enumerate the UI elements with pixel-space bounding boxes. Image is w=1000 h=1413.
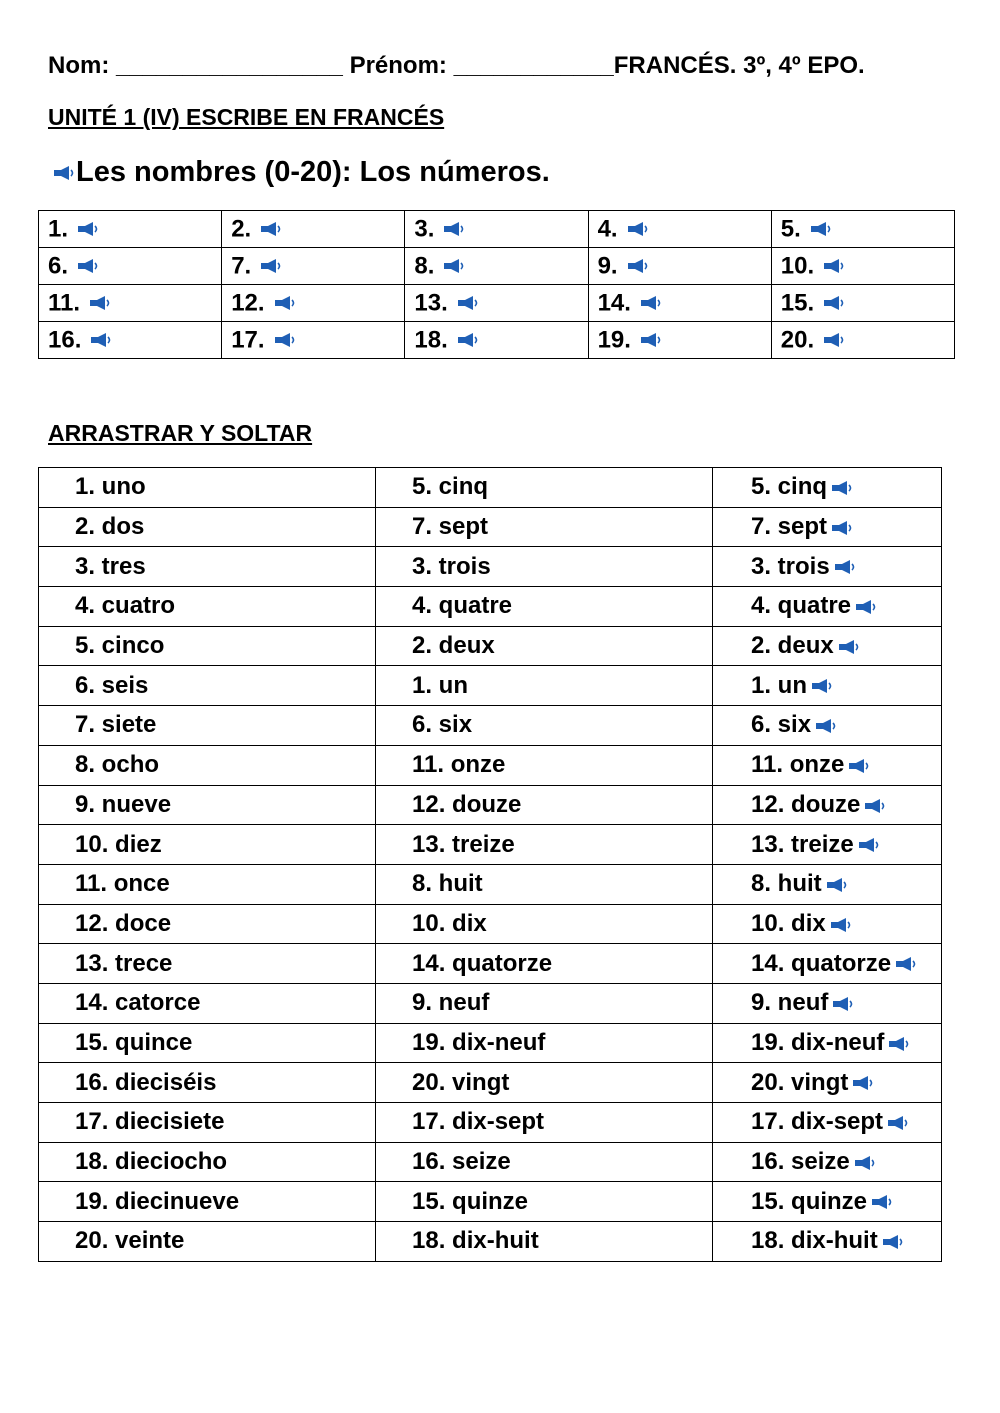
speaker-icon[interactable]	[870, 1195, 894, 1209]
french-drag-item[interactable]: 19. dix-neuf	[376, 1023, 713, 1063]
french-drag-item[interactable]: 6. six	[376, 706, 713, 746]
french-drag-item[interactable]: 16. seize	[376, 1142, 713, 1182]
spanish-number: 11. once	[39, 864, 376, 904]
french-drag-item[interactable]: 8. huit	[376, 864, 713, 904]
drag-row	[39, 1142, 942, 1182]
spanish-number: 6. seis	[39, 666, 376, 706]
number-label: 3.	[414, 215, 435, 243]
french-audio-drag-item[interactable]	[713, 626, 942, 666]
speaker-icon[interactable]	[639, 296, 663, 310]
speaker-icon[interactable]	[886, 1116, 910, 1130]
audio-item-label: 7. sept	[751, 513, 828, 541]
drag-row	[39, 944, 942, 984]
french-drag-item[interactable]: 5. cinq	[376, 468, 713, 508]
drag-row	[39, 1222, 942, 1262]
audio-item-label: 15. quinze	[751, 1187, 868, 1215]
spanish-number: 19. diecinueve	[39, 1182, 376, 1222]
audio-item-label: 11. onze	[751, 751, 845, 779]
number-label: 6.	[48, 252, 69, 280]
spanish-number: 9. nueve	[39, 785, 376, 825]
number-cell	[222, 248, 405, 285]
speaker-icon[interactable]	[822, 333, 846, 347]
drag-row	[39, 468, 942, 508]
french-drag-item[interactable]: 13. treize	[376, 825, 713, 865]
french-drag-item[interactable]: 1. un	[376, 666, 713, 706]
speaker-icon[interactable]	[854, 600, 878, 614]
worksheet-header: Nom: _________________ Prénom: ____________FRANCÉS. 3º, 4º EPO.	[48, 52, 865, 79]
french-drag-item[interactable]: 2. deux	[376, 626, 713, 666]
speaker-icon[interactable]	[894, 957, 918, 971]
number-cell	[405, 285, 588, 322]
number-label: 4.	[597, 215, 618, 243]
section-title-text: Les nombres (0-20): Los números.	[76, 156, 550, 188]
number-label: 5.	[780, 215, 801, 243]
number-label: 15.	[780, 289, 815, 317]
number-label: 10.	[780, 252, 815, 280]
number-cell	[771, 211, 954, 248]
speaker-icon[interactable]	[887, 1037, 911, 1051]
french-drag-item[interactable]: 15. quinze	[376, 1182, 713, 1222]
audio-item-label: 20. vingt	[751, 1068, 849, 1096]
french-audio-drag-item[interactable]	[713, 825, 942, 865]
french-audio-drag-item[interactable]	[713, 507, 942, 547]
speaker-icon[interactable]	[76, 259, 100, 273]
drag-row	[39, 626, 942, 666]
drag-row	[39, 706, 942, 746]
numbers-row	[39, 248, 955, 285]
numbers-audio-grid	[38, 210, 955, 359]
french-drag-item[interactable]: 11. onze	[376, 745, 713, 785]
speaker-icon[interactable]	[89, 333, 113, 347]
drag-row	[39, 904, 942, 944]
audio-item-label: 1. un	[751, 671, 808, 699]
speaker-icon[interactable]	[639, 333, 663, 347]
french-audio-drag-item[interactable]	[713, 1142, 942, 1182]
french-drag-item[interactable]: 3. trois	[376, 547, 713, 587]
french-audio-drag-item[interactable]	[713, 1103, 942, 1143]
spanish-number: 10. diez	[39, 825, 376, 865]
speaker-icon[interactable]	[259, 222, 283, 236]
speaker-icon[interactable]	[830, 521, 854, 535]
number-cell	[588, 322, 771, 359]
speaker-icon[interactable]	[863, 799, 887, 813]
french-drag-item[interactable]: 14. quatorze	[376, 944, 713, 984]
number-label: 19.	[597, 326, 631, 354]
drag-row	[39, 1063, 942, 1103]
french-drag-item[interactable]: 17. dix-sept	[376, 1103, 713, 1143]
french-drag-item[interactable]: 18. dix-huit	[376, 1222, 713, 1262]
number-cell	[588, 285, 771, 322]
french-audio-drag-item[interactable]	[713, 1182, 942, 1222]
drag-row	[39, 1103, 942, 1143]
number-cell	[222, 322, 405, 359]
numbers-row	[39, 211, 955, 248]
drag-drop-table	[38, 467, 942, 1262]
number-label: 16.	[48, 326, 82, 354]
speaker-icon[interactable]	[273, 296, 297, 310]
audio-item-label: 2. deux	[751, 632, 834, 660]
speaker-icon[interactable]	[259, 259, 283, 273]
french-audio-drag-item[interactable]	[713, 983, 942, 1023]
number-label: 8.	[414, 252, 435, 280]
speaker-icon[interactable]	[810, 679, 834, 693]
number-label: 7.	[231, 252, 252, 280]
number-label: 12.	[231, 289, 265, 317]
drag-row	[39, 507, 942, 547]
number-label: 14.	[597, 289, 631, 317]
number-cell	[39, 322, 222, 359]
audio-item-label: 14. quatorze	[751, 949, 892, 977]
unit-title: UNITÉ 1 (IV) ESCRIBE EN FRANCÉS	[48, 104, 445, 130]
audio-item-label: 13. treize	[751, 830, 854, 858]
french-audio-drag-item[interactable]	[713, 468, 942, 508]
spanish-number: 5. cinco	[39, 626, 376, 666]
audio-item-label: 17. dix-sept	[751, 1108, 884, 1136]
speaker-icon[interactable]	[76, 222, 100, 236]
speaker-icon[interactable]	[442, 222, 466, 236]
audio-item-label: 8. huit	[751, 870, 822, 898]
number-cell	[588, 211, 771, 248]
speaker-icon[interactable]	[456, 333, 480, 347]
speaker-icon[interactable]	[833, 560, 857, 574]
spanish-number: 15. quince	[39, 1023, 376, 1063]
spanish-number: 14. catorce	[39, 983, 376, 1023]
speaker-icon[interactable]	[825, 878, 849, 892]
speaker-icon[interactable]	[847, 759, 871, 773]
french-audio-drag-item[interactable]	[713, 1023, 942, 1063]
speaker-icon[interactable]	[442, 259, 466, 273]
speaker-icon[interactable]	[88, 296, 112, 310]
number-cell	[771, 322, 954, 359]
french-audio-drag-item[interactable]	[713, 904, 942, 944]
number-cell	[771, 285, 954, 322]
spanish-number: 13. trece	[39, 944, 376, 984]
number-cell	[588, 248, 771, 285]
audio-item-label: 9. neuf	[751, 989, 829, 1017]
speaker-icon[interactable]	[52, 166, 76, 180]
spanish-number: 4. cuatro	[39, 587, 376, 627]
drag-row	[39, 666, 942, 706]
number-cell	[39, 211, 222, 248]
speaker-icon[interactable]	[837, 640, 861, 654]
french-audio-drag-item[interactable]	[713, 785, 942, 825]
french-audio-drag-item[interactable]	[713, 1063, 942, 1103]
french-audio-drag-item[interactable]	[713, 864, 942, 904]
drag-row	[39, 745, 942, 785]
number-cell	[405, 322, 588, 359]
speaker-icon[interactable]	[822, 296, 846, 310]
spanish-number: 16. dieciséis	[39, 1063, 376, 1103]
french-drag-item[interactable]: 20. vingt	[376, 1063, 713, 1103]
speaker-icon[interactable]	[851, 1076, 875, 1090]
french-drag-item[interactable]: 12. douze	[376, 785, 713, 825]
spanish-number: 12. doce	[39, 904, 376, 944]
audio-item-label: 10. dix	[751, 909, 826, 937]
drag-drop-title: ARRASTRAR Y SOLTAR	[48, 420, 313, 446]
speaker-icon[interactable]	[822, 259, 846, 273]
speaker-icon[interactable]	[626, 222, 650, 236]
number-label: 1.	[48, 215, 69, 243]
spanish-number: 17. diecisiete	[39, 1103, 376, 1143]
audio-item-label: 4. quatre	[751, 592, 852, 620]
french-audio-drag-item[interactable]	[713, 587, 942, 627]
french-drag-item[interactable]: 9. neuf	[376, 983, 713, 1023]
french-audio-drag-item[interactable]	[713, 547, 942, 587]
number-label: 18.	[414, 326, 448, 354]
audio-item-label: 16. seize	[751, 1148, 850, 1176]
drag-row	[39, 587, 942, 627]
spanish-number: 18. dieciocho	[39, 1142, 376, 1182]
drag-row	[39, 983, 942, 1023]
drag-row	[39, 825, 942, 865]
speaker-icon[interactable]	[853, 1156, 877, 1170]
speaker-icon[interactable]	[830, 481, 854, 495]
number-cell	[39, 248, 222, 285]
drag-row	[39, 1182, 942, 1222]
number-label: 17.	[231, 326, 265, 354]
french-audio-drag-item[interactable]	[713, 745, 942, 785]
french-audio-drag-item[interactable]	[713, 706, 942, 746]
number-label: 9.	[597, 252, 618, 280]
number-cell	[222, 211, 405, 248]
french-drag-item[interactable]: 10. dix	[376, 904, 713, 944]
spanish-number: 8. ocho	[39, 745, 376, 785]
numbers-row	[39, 285, 955, 322]
number-cell	[771, 248, 954, 285]
audio-item-label: 3. trois	[751, 552, 830, 580]
audio-item-label: 6. six	[751, 711, 812, 739]
audio-item-label: 19. dix-neuf	[751, 1028, 885, 1056]
audio-item-label: 18. dix-huit	[751, 1227, 878, 1255]
french-audio-drag-item[interactable]	[713, 944, 942, 984]
speaker-icon[interactable]	[456, 296, 480, 310]
numbers-row	[39, 322, 955, 359]
number-label: 20.	[780, 326, 815, 354]
speaker-icon[interactable]	[814, 719, 838, 733]
speaker-icon[interactable]	[809, 222, 833, 236]
drag-row	[39, 785, 942, 825]
section-title	[52, 156, 550, 189]
french-drag-item[interactable]: 7. sept	[376, 507, 713, 547]
drag-row	[39, 1023, 942, 1063]
spanish-number: 2. dos	[39, 507, 376, 547]
number-label: 13.	[414, 289, 448, 317]
spanish-number: 3. tres	[39, 547, 376, 587]
french-audio-drag-item[interactable]	[713, 1222, 942, 1262]
audio-item-label: 12. douze	[751, 790, 861, 818]
speaker-icon[interactable]	[626, 259, 650, 273]
french-drag-item[interactable]: 4. quatre	[376, 587, 713, 627]
spanish-number: 20. veinte	[39, 1222, 376, 1262]
spanish-number: 1. uno	[39, 468, 376, 508]
speaker-icon[interactable]	[273, 333, 297, 347]
number-cell	[405, 248, 588, 285]
french-audio-drag-item[interactable]	[713, 666, 942, 706]
speaker-icon[interactable]	[881, 1235, 905, 1249]
spanish-number: 7. siete	[39, 706, 376, 746]
number-label: 11.	[48, 289, 81, 317]
drag-row	[39, 864, 942, 904]
speaker-icon[interactable]	[829, 918, 853, 932]
speaker-icon[interactable]	[831, 997, 855, 1011]
speaker-icon[interactable]	[857, 838, 881, 852]
audio-item-label: 5. cinq	[751, 473, 828, 501]
number-cell	[405, 211, 588, 248]
number-label: 2.	[231, 215, 252, 243]
drag-row	[39, 547, 942, 587]
number-cell	[222, 285, 405, 322]
number-cell	[39, 285, 222, 322]
